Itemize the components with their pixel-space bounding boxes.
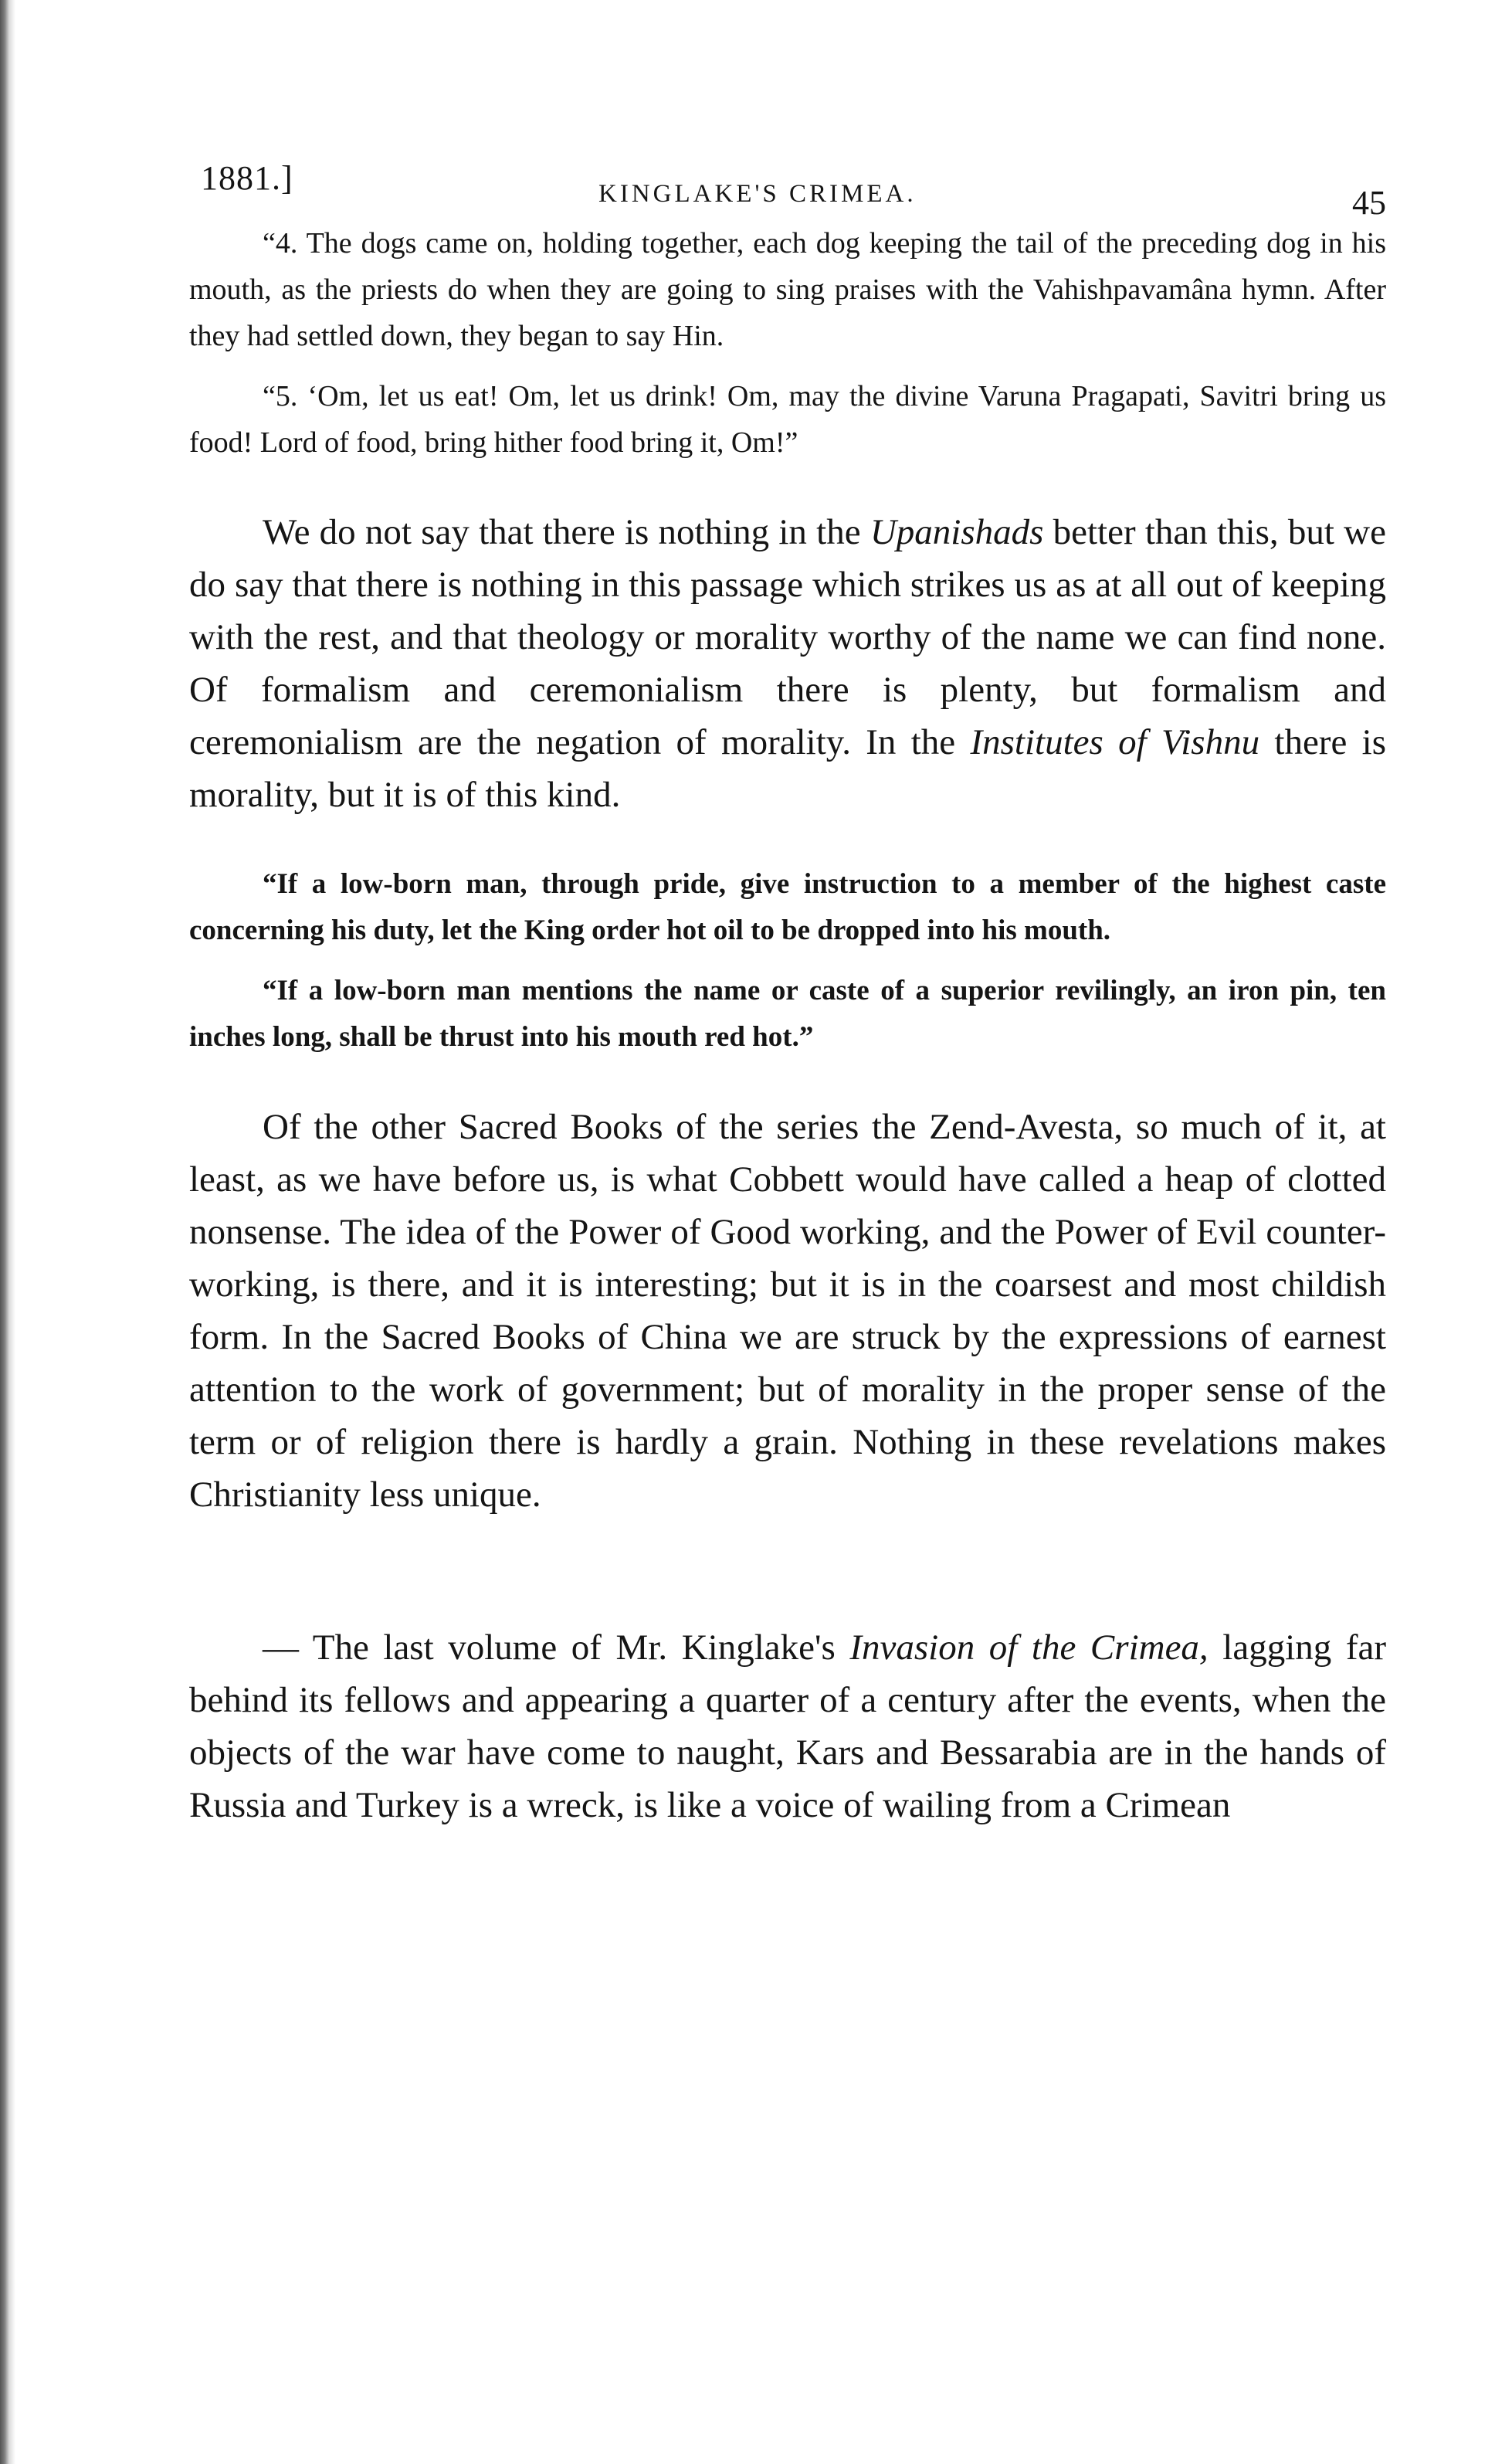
running-header [189, 151, 1386, 220]
paragraph-kinglake [189, 1621, 1386, 1831]
header-title: KINGLAKE'S CRIMEA. [598, 180, 917, 208]
binding-edge [0, 0, 15, 2464]
paragraph-1-italic-vishnu: Institutes of Vishnu [970, 722, 1260, 762]
paragraph-1-text-c: there is morality, but it is of this kind. [189, 722, 1386, 815]
header-year: 1881.] [201, 159, 293, 197]
paragraph-1-text-b: better than this, but we do say that there is nothing in this passage which strikes us as at all out of keeping with the rest, and that theology or morality worthy of the name we can find none. Of formalism and ceremonialism there is plenty, but formalism and ceremonialism are the negation of morality. In the [189, 512, 1386, 762]
paragraph-upanishads [189, 506, 1386, 821]
paragraph-zend-avesta: Of the other Sacred Books of the series the Zend-Avesta, so much of it, at least, as we have before us, is what Cobbett would have called a heap of clotted nonsense. The idea of the Power of Good working, and the Power of Evil counter-working, is there, and it is interesting; but it is in the coarsest and most childish form. In the Sacred Books of China we are struck by the expressions of earnest attention to the work of government; but of morality in the proper sense of the term or of religion there is hardly a grain. Nothing in these revelations makes Christianity less unique. [189, 1107, 1386, 1515]
paragraph-1-italic-upanishads: Upanishads [870, 512, 1044, 552]
paragraph-3-text-a: — The last volume of Mr. Kinglake's [263, 1627, 850, 1668]
quote-vishnu-2: “If a low-born man mentions the name or caste of a superior revilingly, an iron pin, ten inches long, shall be thrust into his mouth red hot.” [189, 975, 1386, 1053]
page-number: 45 [1352, 184, 1386, 222]
quote-upanishad-4: “4. The dogs came on, holding together, each dog keeping the tail of the preceding dog in his mouth, as the priests do when they are going to sing praises with the Vahishpavamâna hymn. After they had settled down, they began to say Hin. [189, 227, 1386, 352]
quote-vishnu-1: “If a low-born man, through pride, give instruction to a member of the highest caste concerning his duty, let the King order hot oil to be dropped into his mouth. [189, 868, 1386, 946]
paragraph-1-text-a: We do not say that there is nothing in the [263, 512, 870, 552]
paragraph-3-italic-title: Invasion of the Crimea, [849, 1627, 1209, 1668]
paragraph-3-text-b: lagging far behind its fellows and appearing a quarter of a century after the events, when the objects of the war have come to naught, Kars and Bessarabia are in the hands of Russia and Turkey is a wreck, is like a voice of wailing from a Crimean [189, 1627, 1386, 1825]
quote-upanishad-5: “5. ‘Om, let us eat! Om, let us drink! Om, may the divine Varuna Pragapati, Savitri bring us food! Lord of food, bring hither food bring it, Om!” [189, 380, 1386, 459]
book-page [189, 151, 1386, 1831]
